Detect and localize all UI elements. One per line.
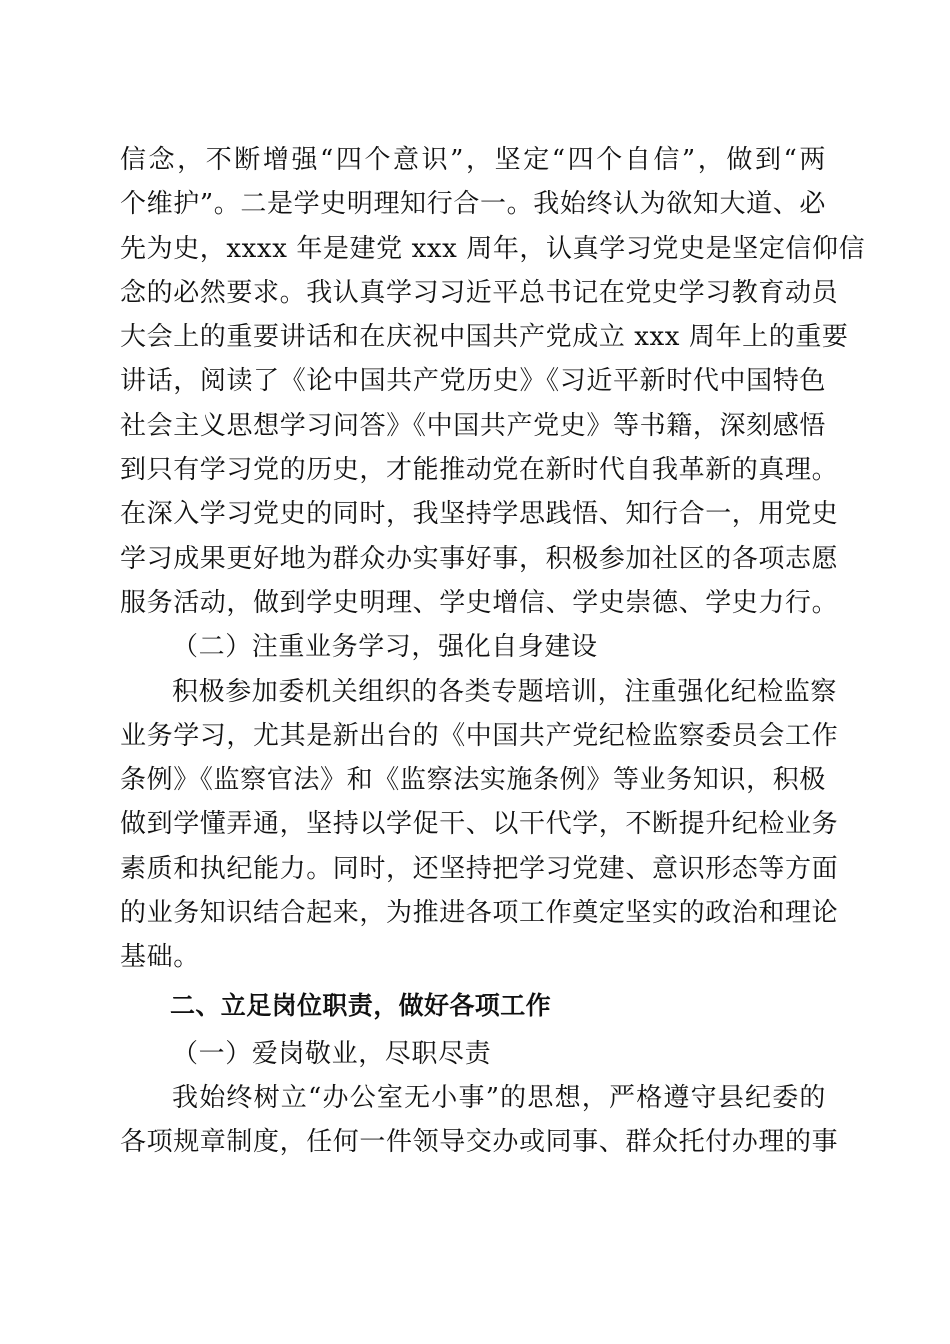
subheading-dedication: （一）爱岗敬业，尽职尽责 [172, 1038, 492, 1069]
text-line: 条例》《监察官法》和《监察法实施条例》等业务知识，积极 [120, 765, 826, 796]
subheading-business-study: （二）注重业务学习，强化自身建设 [172, 632, 598, 663]
text-line: 讲话，阅读了《论中国共产党历史》《习近平新时代中国特色 [120, 366, 826, 397]
paragraph-dedication [120, 1076, 839, 1165]
paragraph-business-study [120, 670, 839, 980]
text-line: 基础。 [120, 942, 200, 973]
text-line: 业务学习，尤其是新出台的《中国共产党纪检监察委员会工作 [120, 720, 839, 751]
text-line: 素质和执纪能力。同时，还坚持把学习党建、意识形态等方面 [120, 853, 839, 884]
text-line: 的业务知识结合起来，为推进各项工作奠定坚实的政治和理论 [120, 898, 839, 929]
paragraph-party-history [120, 138, 866, 625]
text-line: 在深入学习党史的同时，我坚持学思践悟、知行合一，用党史 [120, 499, 839, 530]
text-line: 念的必然要求。我认真学习习近平总书记在党史学习教育动员 [120, 277, 839, 308]
section-heading-job-duties: 二、立足岗位职责，做好各项工作 [170, 990, 552, 1020]
document-body [120, 138, 866, 1165]
text-line: 积极参加委机关组织的各类专题培训，注重强化纪检监察 [172, 676, 838, 707]
text-line: 各项规章制度，任何一件领导交办或同事、群众托付办理的事 [120, 1127, 839, 1158]
text-line: 大会上的重要讲话和在庆祝中国共产党成立 xxx 周年上的重要 [120, 322, 849, 353]
text-line: 到只有学习党的历史，才能推动党在新时代自我革新的真理。 [120, 455, 839, 486]
text-line: 信念，不断增强“四个意识”，坚定“四个自信”，做到“两 [120, 145, 826, 175]
text-line: 做到学懂弄通，坚持以学促干、以干代学，不断提升纪检业务 [120, 809, 839, 840]
text-line: 社会主义思想学习问答》《中国共产党史》等书籍，深刻感悟 [120, 410, 826, 441]
text-line: 服务活动，做到学史明理、学史增信、学史崇德、学史力行。 [120, 587, 839, 618]
text-line: 我始终树立“办公室无小事”的思想，严格遵守县纪委的 [172, 1082, 826, 1113]
text-line: 学习成果更好地为群众办实事好事，积极参加社区的各项志愿 [120, 543, 839, 574]
text-line: 先为史，xxxx 年是建党 xxx 周年，认真学习党史是坚定信仰信 [120, 233, 866, 264]
text-line: 个维护”。二是学史明理知行合一。我始终认为欲知大道、必 [120, 189, 826, 220]
